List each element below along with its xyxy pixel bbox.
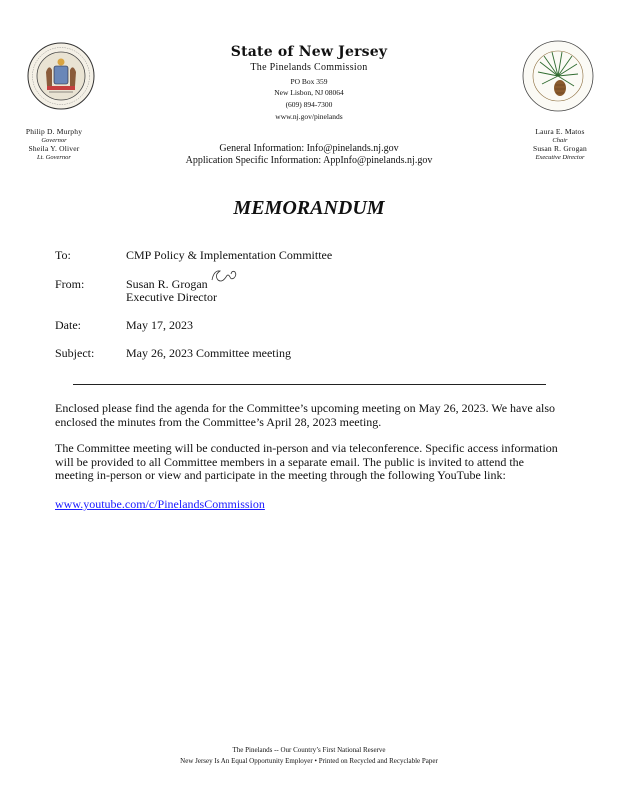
po-box: PO Box 359 xyxy=(290,77,328,86)
city-line: New Lisbon, NJ 08064 xyxy=(274,88,344,97)
application-info: Application Specific Information: AppInfo@pinelands.nj.gov xyxy=(185,155,433,166)
from-label: From: xyxy=(55,277,85,291)
phone-line: (609) 894-7300 xyxy=(285,100,333,109)
subject-label: Subject: xyxy=(55,346,95,360)
body-paragraph-2: The Committee meeting will be conducted in-person and via teleconference. Specific access information will be provided to all Committee members in a separate email. The public is invited to attend the meeting in-person or view and participate in the meeting through the following YouTube link: xyxy=(55,441,558,482)
date-label: Date: xyxy=(55,318,81,332)
state-title: State of New Jersey xyxy=(230,44,388,60)
subject-value: May 26, 2023 Committee meeting xyxy=(126,346,291,360)
memo-title: MEMORANDUM xyxy=(233,197,385,219)
date-value: May 17, 2023 xyxy=(126,318,193,332)
from-title: Executive Director xyxy=(126,290,217,304)
executive-director-name: Susan R. Grogan xyxy=(532,144,588,153)
lt-governor-name: Sheila Y. Oliver xyxy=(28,144,80,153)
executive-director-title: Executive Director xyxy=(535,153,585,161)
to-label: To: xyxy=(55,248,71,262)
footer-tagline: The Pinelands -- Our Country’s First National Reserve xyxy=(232,746,386,754)
agency-name: The Pinelands Commission xyxy=(250,62,368,73)
lt-governor-title: Lt. Governor xyxy=(37,153,71,161)
governor-name: Philip D. Murphy xyxy=(25,127,83,136)
footer-employer-note: New Jersey Is An Equal Opportunity Employer • Printed on Recycled and Recyclable Paper xyxy=(180,757,438,765)
youtube-link[interactable]: www.youtube.com/c/PinelandsCommission xyxy=(55,497,265,511)
website-line: www.nj.gov/pinelands xyxy=(275,112,343,121)
governor-title: Governor xyxy=(41,136,67,144)
general-info: General Information: Info@pinelands.nj.gov xyxy=(219,143,399,154)
signature-initials xyxy=(208,266,240,286)
from-name: Susan R. Grogan xyxy=(126,277,208,291)
body-paragraph-1: Enclosed please find the agenda for the Committee’s upcoming meeting on May 26, 2023. We have also enclosed the minutes from the Committee’s April 28, 2023 meeting. xyxy=(55,401,556,429)
to-value: CMP Policy & Implementation Committee xyxy=(126,248,333,262)
chair-title: Chair xyxy=(552,136,568,144)
chair-name: Laura E. Matos xyxy=(535,127,585,136)
divider-line xyxy=(73,384,546,385)
